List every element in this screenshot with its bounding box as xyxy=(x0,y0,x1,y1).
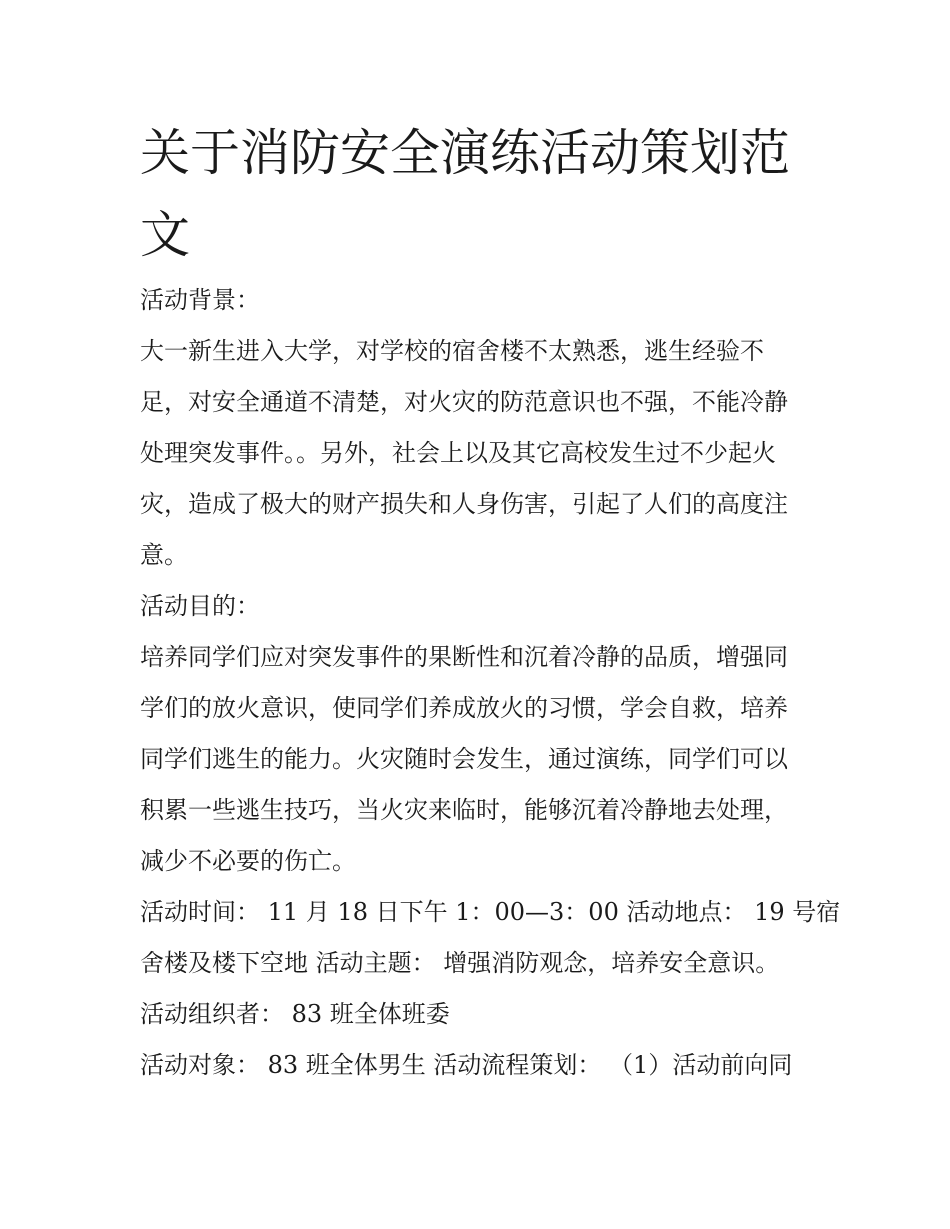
section-heading-goal: 活动目的： xyxy=(140,592,260,620)
activity-info-line: 活动时间： 11 月 18 日下午 1：00—3：00 活动地点： 19 号宿 xyxy=(140,898,841,926)
paragraph-line: 灾，造成了极大的财产损失和人身伤害，引起了人们的高度注 xyxy=(140,490,788,518)
paragraph-line: 同学们逃生的能力。火灾随时会发生，通过演练，同学们可以 xyxy=(140,745,788,773)
section-heading-background: 活动背景： xyxy=(140,286,260,314)
paragraph-line: 积累一些逃生技巧，当火灾来临时，能够沉着冷静地去处理， xyxy=(140,796,788,824)
paragraph-line: 处理突发事件。。另外，社会上以及其它高校发生过不少起火 xyxy=(140,439,776,467)
paragraph-line: 减少不必要的伤亡。 xyxy=(140,847,356,875)
paragraph-line: 培养同学们应对突发事件的果断性和沉着冷静的品质，增强同 xyxy=(140,643,788,671)
activity-info-line: 舍楼及楼下空地 活动主题： 增强消防观念，培养安全意识。 xyxy=(140,949,780,977)
paragraph-line: 意。 xyxy=(140,541,188,569)
document-title: 关于消防安全演练活动策划范文 xyxy=(140,124,790,264)
activity-info-line: 活动组织者： 83 班全体班委 xyxy=(140,1000,450,1028)
paragraph-line: 大一新生进入大学，对学校的宿舍楼不太熟悉，逃生经验不 xyxy=(140,337,764,365)
paragraph-line: 学们的放火意识，使同学们养成放火的习惯，学会自救，培养 xyxy=(140,694,788,722)
paragraph-line: 足，对安全通道不清楚，对火灾的防范意识也不强，不能冷静 xyxy=(140,388,788,416)
activity-info-line: 活动对象： 83 班全体男生 活动流程策划： （1）活动前向同 xyxy=(140,1051,793,1079)
